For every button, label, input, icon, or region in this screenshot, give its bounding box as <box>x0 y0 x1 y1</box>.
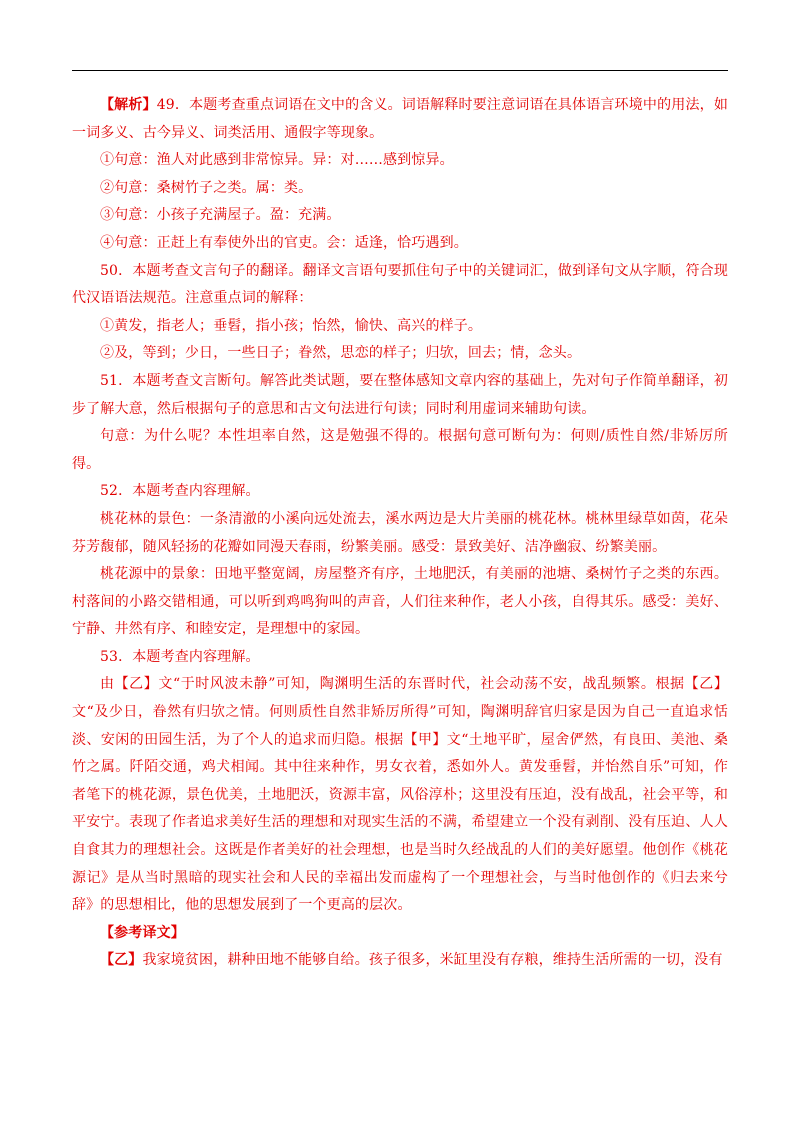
paragraph <box>72 147 728 175</box>
paragraph <box>72 92 728 147</box>
paragraph <box>72 644 728 672</box>
paragraph <box>72 506 728 561</box>
paragraph-text: 由【乙】文“于时风波未静”可知，陶渊明生活的东晋时代，社会动荡不安，战乱频繁。根据【乙】文“及少日，眷然有归欤之情。何则质性自然非矫厉所得”可知，陶渊明辞官归家是因为自己一直追求恬淡、安闲的田园生活，为了个人的追求而归隐。根据【甲】文“土地平旷，屋舍俨然，有良田、美池、桑竹之属。阡陌交通，鸡犬相闻。其中往来种作，男女衣着，悉如外人。黄发垂髫，并怡然自乐”可知，作者笔下的桃花源，景色优美，土地肥沃，资源丰富，风俗淳朴；这里没有压迫，没有战乱，社会平等，和平安宁。表现了作者追求美好生活的理想和对现实生活的不满，希望建立一个没有剥削、没有压迫、人人自食其力的理想社会。这既是作者美好的社会理想，也是当时久经战乱的人们的美好愿望。他创作《桃花源记》是从当时黑暗的现实社会和人民的幸福出发而虚构了一个理想社会，与当时他创作的《归去来兮辞》的思想相比，他的思想发展到了一个更高的层次。 <box>72 676 728 914</box>
header-rule <box>72 70 728 71</box>
paragraph-text: 桃花林的景色：一条清澈的小溪向远处流去，溪水两边是大片美丽的桃花林。桃林里绿草如茵，花朵芬芳馥郁，随风轻扬的花瓣如同漫天春雨，纷繁美丽。感受：景致美好、洁净幽寂、纷繁美丽。 <box>72 510 728 555</box>
paragraph <box>72 920 728 948</box>
paragraph <box>72 423 728 478</box>
paragraph-text: 51．本题考查文言断句。解答此类试题，要在整体感知文章内容的基础上，先对句子作简单翻译，初步了解大意，然后根据句子的意思和古文句法进行句读；同时利用虚词来辅助句读。 <box>72 372 728 417</box>
paragraph-text: ④句意：正赶上有奉使外出的官吏。会：适逢，恰巧遇到。 <box>100 234 468 251</box>
paragraph-text: ①黄发，指老人；垂髫，指小孩；怡然，愉快、高兴的样子。 <box>100 317 483 334</box>
paragraph-text: ②及，等到；少日，一些日子；眷然，思恋的样子；归欤，回去；情，念头。 <box>100 345 582 362</box>
paragraph <box>72 561 728 644</box>
paragraph <box>72 258 728 313</box>
paragraph-text: ③句意：小孩子充满屋子。盈：充满。 <box>100 207 341 224</box>
paragraph <box>72 175 728 203</box>
paragraph <box>72 202 728 230</box>
document-body <box>72 92 728 975</box>
paragraph-text: 50．本题考查文言句子的翻译。翻译文言语句要抓住句子中的关键词汇，做到译句文从字顺，符合现代汉语语法规范。注意重点词的解释： <box>72 262 728 307</box>
paragraph-text: ②句意：桑树竹子之类。属：类。 <box>100 179 313 196</box>
paragraph-label: 【乙】 <box>100 952 143 969</box>
section-heading: 【参考译文】 <box>100 924 185 941</box>
paragraph-text: 49．本题考查重点词语在文中的含义。词语解释时要注意词语在具体语言环境中的用法，如一词多义、古今异义、词类活用、通假字等现象。 <box>72 97 728 141</box>
paragraph-text: 52．本题考查内容理解。 <box>100 483 260 500</box>
paragraph <box>72 313 728 341</box>
paragraph-text: ①句意：渔人对此感到非常惊异。异：对……感到惊异。 <box>100 152 454 169</box>
paragraph <box>72 230 728 258</box>
paragraph <box>72 368 728 423</box>
paragraph-text: 桃花源中的景象：田地平整宽阔，房屋整齐有序，土地肥沃，有美丽的池塘、桑树竹子之类的东西。村落间的小路交错相通，可以听到鸡鸣狗叫的声音，人们往来种作，老人小孩，自得其乐。感受：美好、宁静、井然有序、和睦安定，是理想中的家园。 <box>72 566 728 638</box>
paragraph <box>72 947 728 975</box>
paragraph-text: 句意：为什么呢？本性坦率自然，这是勉强不得的。根据句意可断句为：何则/质性自然/非矫厉所得。 <box>72 428 728 472</box>
paragraph-text: 我家境贫困，耕种田地不能够自给。孩子很多，米缸里没有存粮，维持生活所需的一切，没有 <box>142 952 723 969</box>
paragraph-text: 53．本题考查内容理解。 <box>100 648 260 665</box>
paragraph <box>72 671 728 919</box>
paragraph <box>72 478 728 506</box>
paragraph-label: 【解析】 <box>100 97 157 113</box>
paragraph <box>72 340 728 368</box>
